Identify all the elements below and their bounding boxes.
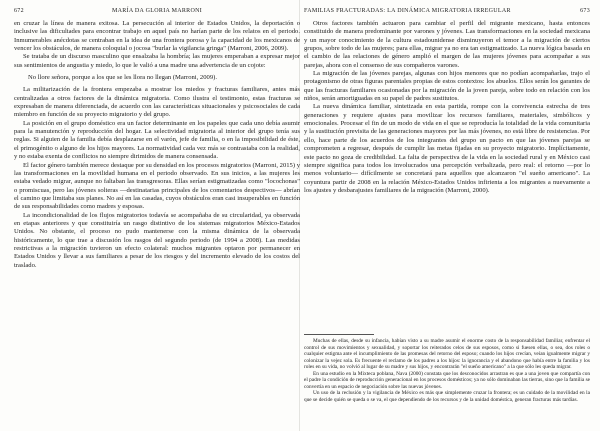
paragraph: Otros factores también actuaron para cambiar el perfil del migrante mexicano, hasta entonces constituido de manera predominante por varones y jóvenes. Las transformaciones en la sociedad mexicana y un mayor conocimiento de la cultura estadounidense disminuyeron el temor a la migración de ciertos grupos, sobre todo de las mujeres; para ellas, migrar ya no era tan estigmatizado. La nueva lógica basada en el cambio de las relaciones de género amplió el margen de las mujeres jóvenes para acompañar a sus parejas, ahora con el consenso de sus compañeros varones. — [304, 20, 590, 69]
right-page-header — [304, 6, 590, 16]
paragraph: Se trataba de un discurso masculino que ensalzaba la hombría; las mujeres emperaban a expresar mejor sus sentimientos de angustia y miedo, lo que le valió a una madre una advertencia de un cojote: — [14, 53, 300, 69]
footnote: Un uso de la reclusión y la vigilancia de México es más que simplemente cruzar la frontera; es un cuidado de la movilidad en la que se decide quién se queda o se va, el que dependiendo de los recursos y de la unidad doméstica, generan fracturas más tardías. — [304, 390, 590, 403]
paragraph: La incondicionalidad de los flujos migratorios todavía se acompañaba de su circularidad, ya observada en etapas anteriores y que constituiría un rasgo distintivo de los sistemas migratorios México-Estados Unidos. No obstante, el proceso no pudo mantenerse con la misma dinámica de la observada históricamente, lo que trae a discusión los rasgos del segundo periodo (de 1994 a 2008). Las medidas restrictivas a la migración tuvieron un efecto colateral: muchos migrantes optaron por permanecer en Estados Unidos y llevar a sus familiares a pesar de los riesgos y del incremento elevado de los costos del traslado. — [14, 211, 300, 269]
left-page-header — [14, 6, 300, 16]
footnote: En una estudio en la Mixteca poblana, Nava (2000) constata que los desconocidos arrastran es que a una joven que compartía con el padre la condición de reproducción generacional en los procesos domésticos; ya no sólo dominaban las tierras, sino que la familia se convertía en un espacio de negociación sobre las nuevas jóvenes. — [304, 370, 590, 390]
paragraph: El factor género también merece destaque por su densidad en los procesos migratorios (Marroni, 2015) y las transformaciones en la movilidad humana en el periodo observado. En sus inicios, a las mujeres les estaba vedado migrar, aunque no faltaban las transgresoras. Ellas serían estigmatizadas como "locochonas" o promiscuas, pero las jóvenes solteras —destinatarias principales de los comentarios despectivos— abrían el camino que limitaba sus planes. No así en las casadas, cuyos obstáculos eran casi insuperables en función de sus responsabilidades como madres y esposas. — [14, 161, 300, 211]
right-running-head: FAMILIAS FRACTURADAS: LA DINÁMICA MIGRATORIA IRREGULAR — [304, 8, 511, 14]
paragraph: La militarización de la frontera empezaba a mostrar los miedos y fracturas familiares, antes más centralizadas a otros factores de la dinámica migratoria. Como ilustra el testimonio, estas fracturas se expresaban de manera diferenciada, de acuerdo con las características situacionales y psicosociales de cada miembro en función de su proyecto migratorio y del grupo. — [14, 86, 300, 119]
paragraph: La nueva dinámica familiar, sintetizada en esta partida, rompe con la convivencia estrecha de tres generaciones y requiere ajustes para movilizar los recursos familiares, materiales, simbólicos y emocionales. Procesar el fin de un modo de vida en el que se reproducía la totalidad de la vida comunitaria y la sustitución previsita de las generaciones mayores por las más jóvenes, no está libre de resistencias. Por ello, hace parte de los acuerdos de los integrantes del grupo un pacto en que las jóvenes parejas se comprometen a regresar, después de cumplir las metas fijadas en su proyecto migratorio. Implícitamente, este pacto no goza de credibilidad. La falta de perspectiva de la vida en la sociedad rural y en México casi siempre significa para todos los involucrados una percepción verbalizada, pero real: el retorno —por lo menos voluntario— difícilmente se concretará para aquellos que alcanzaron "el sueño americano". La coyuntura partir de 2008 en la relación México-Estados Unidos infirienta a los migrantes a nuevamente a los ajustes y desbarajustes familiares de la migración (Marroni, 2000). — [304, 103, 590, 194]
right-page-body — [304, 20, 590, 195]
right-page-number: 673 — [580, 8, 590, 14]
footnote-rule — [304, 334, 374, 335]
footnotes — [304, 334, 590, 403]
left-page — [14, 0, 300, 431]
paragraph: La posición en el grupo doméstico era un factor determinante en los papeles que cada uno debía asumir para la manutención y reproducción del hogar. La selectividad migratoria al interior del grupo tenía sus reglas. Si alguien de la familia debía desplazarse en el varón, jefe de familia, o en la imposibilidad de éste, el primogénito o alguno de los hijos mayores. La normatividad cada vez más se contrastaba con la realidad, y no estaba exenta de conflictos no siempre dirimidos de manera consensada. — [14, 119, 300, 161]
paragraph: en cruzar la línea de manera exitosa. La persecución al interior de Estados Unidos, la deportación o inclusive las dificultades para encontrar trabajo en aquel país no harían parte de los relatos en el periodo. Inmumerables anécdotas se centraban en la idea de una frontera porosa y la capacidad de los mexicanos de vencer los obstáculos, de manera coloquial o jocosa "burlar la vigilancia gringa" (Marroni, 2006, 2009). — [14, 20, 300, 53]
left-running-head: MARÍA DA GLORIA MARRONI — [111, 8, 203, 14]
footnote: Muchas de ellas, desde su infancia, habían visto a su madre asumir el enorme costo de la responsabilidad familiar, enfrentar el control de sus movimientos y sexualidad, y soportar los reiterados celos de sus esposos, como si fuesen ellas, o sea, dos roles o cualquier estigma ante el incumplimiento de las promesas del retorno del esposo; cuando los hijos crecían, veían igualmente migrar y colonizar la vejez sola. Es frecuente el reclamo de los padres a los hijos: la ignorancia y el abandono que había entre la familia y los roles en su vida, no volvió al lugar de su madre y sus hijos, y encontrarán "el sueño americano" a la que sólo les queda migrar. — [304, 338, 590, 371]
right-page — [304, 0, 590, 431]
block-quote: No llore señora, porque a los que se les llora no llegan (Marroni, 2009). — [28, 74, 217, 82]
left-page-number: 672 — [14, 8, 24, 14]
paragraph: La migración de las jóvenes parejas, algunas con hijos menores que no podían acompañarlas, trajo el protagonismo de otras figuras parentales propias de estos contextos: los abuelos. Ellos serán los garantes de que las fracturas familiares ocasionadas por la migración de la joven pareja, sobre todo en relación con los niños, serán amortiguadas en su papel de padres sustitutos. — [304, 70, 590, 103]
left-page-body — [14, 20, 300, 270]
